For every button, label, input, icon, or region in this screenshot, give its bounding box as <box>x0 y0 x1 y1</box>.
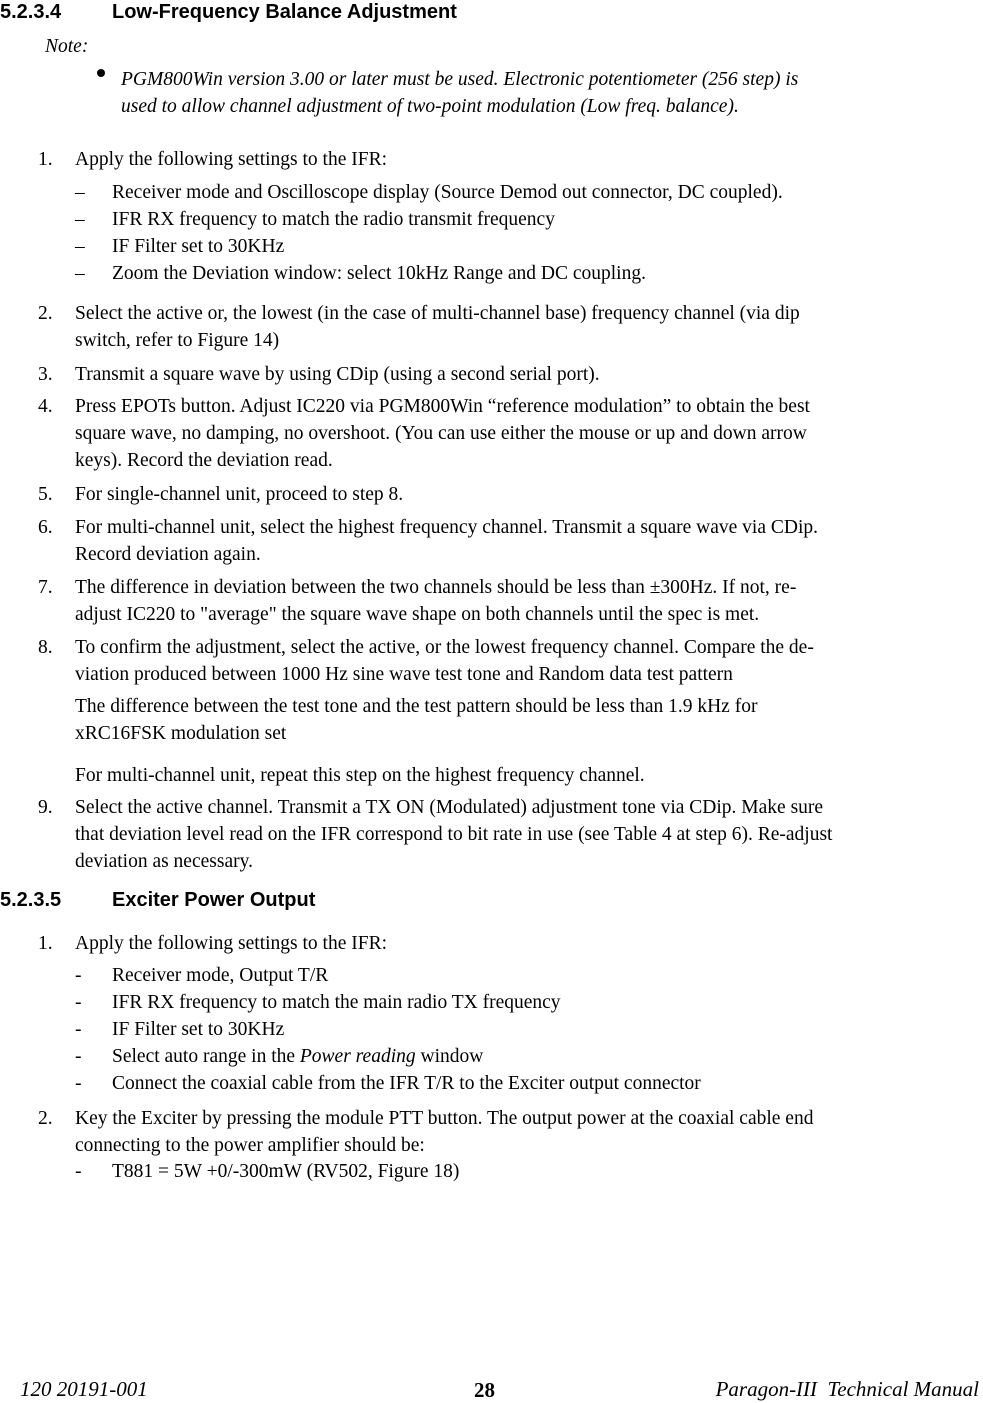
sub-item-text-before: Select auto range in the <box>112 1046 296 1067</box>
step-text-line: square wave, no damping, no overshoot. (You can use either the mouse or up and down arrow <box>75 423 807 444</box>
sub-list-item <box>0 989 983 1016</box>
step-text-line: keys). Record the deviation read. <box>75 450 333 471</box>
step-number: 2. <box>38 303 53 324</box>
sub-list-item <box>0 962 983 989</box>
bullet-icon <box>97 69 105 77</box>
step-text-line: Select the active channel. Transmit a TX ON (Modulated) adjustment tone via CDip. Make sure <box>75 797 824 818</box>
dash-marker: – <box>75 182 85 203</box>
dash-marker: - <box>75 992 82 1013</box>
step-number: 4. <box>38 396 53 417</box>
step-number: 9. <box>38 797 53 818</box>
step-text-line: Key the Exciter by pressing the module PTT button. The output power at the coaxial cable end <box>75 1108 814 1129</box>
sub-item-text: IF Filter set to 30KHz <box>112 1019 285 1040</box>
sub-item-text: Zoom the Deviation window: select 10kHz Range and DC coupling. <box>112 263 646 284</box>
dash-marker: – <box>75 236 85 257</box>
step-text: For single-channel unit, proceed to step 8. <box>75 484 404 505</box>
list-item <box>0 930 983 957</box>
step-text-line: adjust IC220 to "average" the square wave shape on both channels until the spec is met. <box>75 604 760 625</box>
step-number: 5. <box>38 484 53 505</box>
list-item <box>0 794 983 875</box>
list-item <box>0 393 983 474</box>
section-title: Exciter Power Output <box>112 889 316 911</box>
list-item <box>0 514 983 568</box>
sub-list-item <box>0 1016 983 1043</box>
list-item <box>0 574 983 628</box>
step-number: 6. <box>38 517 53 538</box>
sub-item-text: IFR RX frequency to match the radio transmit frequency <box>112 209 555 230</box>
sub-item-text <box>112 1043 483 1070</box>
section-heading-5-2-3-5 <box>0 888 983 912</box>
sub-list-item <box>0 1070 983 1097</box>
step-number: 8. <box>38 637 53 658</box>
footer-page-number: 28 <box>474 1378 495 1402</box>
step-text-line: For multi-channel unit, select the highest frequency channel. Transmit a square wave via CDip. <box>75 517 818 538</box>
step-number: 3. <box>38 364 53 385</box>
step8-para-multichannel: For multi-channel unit, repeat this step on the highest frequency channel. <box>75 765 645 786</box>
dash-marker: – <box>75 209 85 230</box>
step-number: 1. <box>38 933 53 954</box>
step-text-line: The difference in deviation between the two channels should be less than ±300Hz. If not, re- <box>75 577 797 598</box>
dash-marker: - <box>75 1046 82 1067</box>
step-text: Apply the following settings to the IFR: <box>75 933 387 954</box>
sub-list-item <box>0 206 983 233</box>
note-label: Note: <box>45 36 89 57</box>
sub-item-text: T881 = 5W +0/-300mW (RV502, Figure 18) <box>112 1161 460 1182</box>
footer-doc-number: 120 20191-001 <box>20 1377 148 1401</box>
sub-list-item <box>0 179 983 206</box>
step-number: 2. <box>38 1108 53 1129</box>
list-item <box>0 146 983 173</box>
step8-para-line: xRC16FSK modulation set <box>75 723 287 744</box>
list-item <box>0 361 983 388</box>
step-number: 7. <box>38 577 53 598</box>
sub-list-item <box>0 260 983 287</box>
sub-item-text: IF Filter set to 30KHz <box>112 236 285 257</box>
sub-item-text: Receiver mode and Oscilloscope display (Source Demod out connector, DC coupled). <box>112 182 783 203</box>
step-text-line: deviation as necessary. <box>75 851 253 872</box>
sub-list-item <box>0 233 983 260</box>
dash-marker: – <box>75 263 85 284</box>
section-heading-5-2-3-4 <box>0 0 983 24</box>
note-line-2: used to allow channel adjustment of two-point modulation (Low freq. balance). <box>121 96 739 117</box>
step-text-line: Select the active or, the lowest (in the case of multi-channel base) frequency channel (via dip <box>75 303 800 324</box>
dash-marker: - <box>75 965 82 986</box>
power-reading-emphasis: Power reading <box>299 1046 416 1067</box>
footer-manual-title: Paragon-III Technical Manual <box>715 1377 979 1401</box>
sub-list-item <box>0 1158 983 1185</box>
list-item <box>0 1105 983 1159</box>
section-number: 5.2.3.5 <box>0 889 62 911</box>
sub-item-text: IFR RX frequency to match the main radio TX frequency <box>112 992 561 1013</box>
step-text-line: switch, refer to Figure 14) <box>75 330 280 351</box>
sub-item-text-after: window <box>415 1046 484 1067</box>
sub-list-item <box>0 1043 983 1070</box>
section-number: 5.2.3.4 <box>0 1 62 23</box>
step-text-line: that deviation level read on the IFR correspond to bit rate in use (see Table 4 at step 6). Re-adjust <box>75 824 833 845</box>
sub-item-text: Connect the coaxial cable from the IFR T/R to the Exciter output connector <box>112 1073 701 1094</box>
step-text: Apply the following settings to the IFR: <box>75 149 387 170</box>
step-text-line: viation produced between 1000 Hz sine wave test tone and Random data test pattern <box>75 664 733 685</box>
step-text: Transmit a square wave by using CDip (using a second serial port). <box>75 364 600 385</box>
step-text-line: To confirm the adjustment, select the active, or the lowest frequency channel. Compare the de- <box>75 637 814 658</box>
note-line-1: PGM800Win version 3.00 or later must be used. Electronic potentiometer (256 step) is <box>121 69 799 90</box>
dash-marker: - <box>75 1019 82 1040</box>
dash-marker: - <box>75 1161 82 1182</box>
step8-para-line: The difference between the test tone and the test pattern should be less than 1.9 kHz for <box>75 696 758 717</box>
step-text-line: Press EPOTs button. Adjust IC220 via PGM800Win “reference modulation” to obtain the best <box>75 396 810 417</box>
list-item <box>0 481 983 508</box>
step-text-line: Record deviation again. <box>75 544 261 565</box>
sub-item-text: Receiver mode, Output T/R <box>112 965 329 986</box>
step-number: 1. <box>38 149 53 170</box>
list-item <box>0 634 983 688</box>
section-title: Low-Frequency Balance Adjustment <box>112 1 457 23</box>
step-text-line: connecting to the power amplifier should be: <box>75 1135 425 1156</box>
list-item <box>0 300 983 354</box>
dash-marker: - <box>75 1073 82 1094</box>
